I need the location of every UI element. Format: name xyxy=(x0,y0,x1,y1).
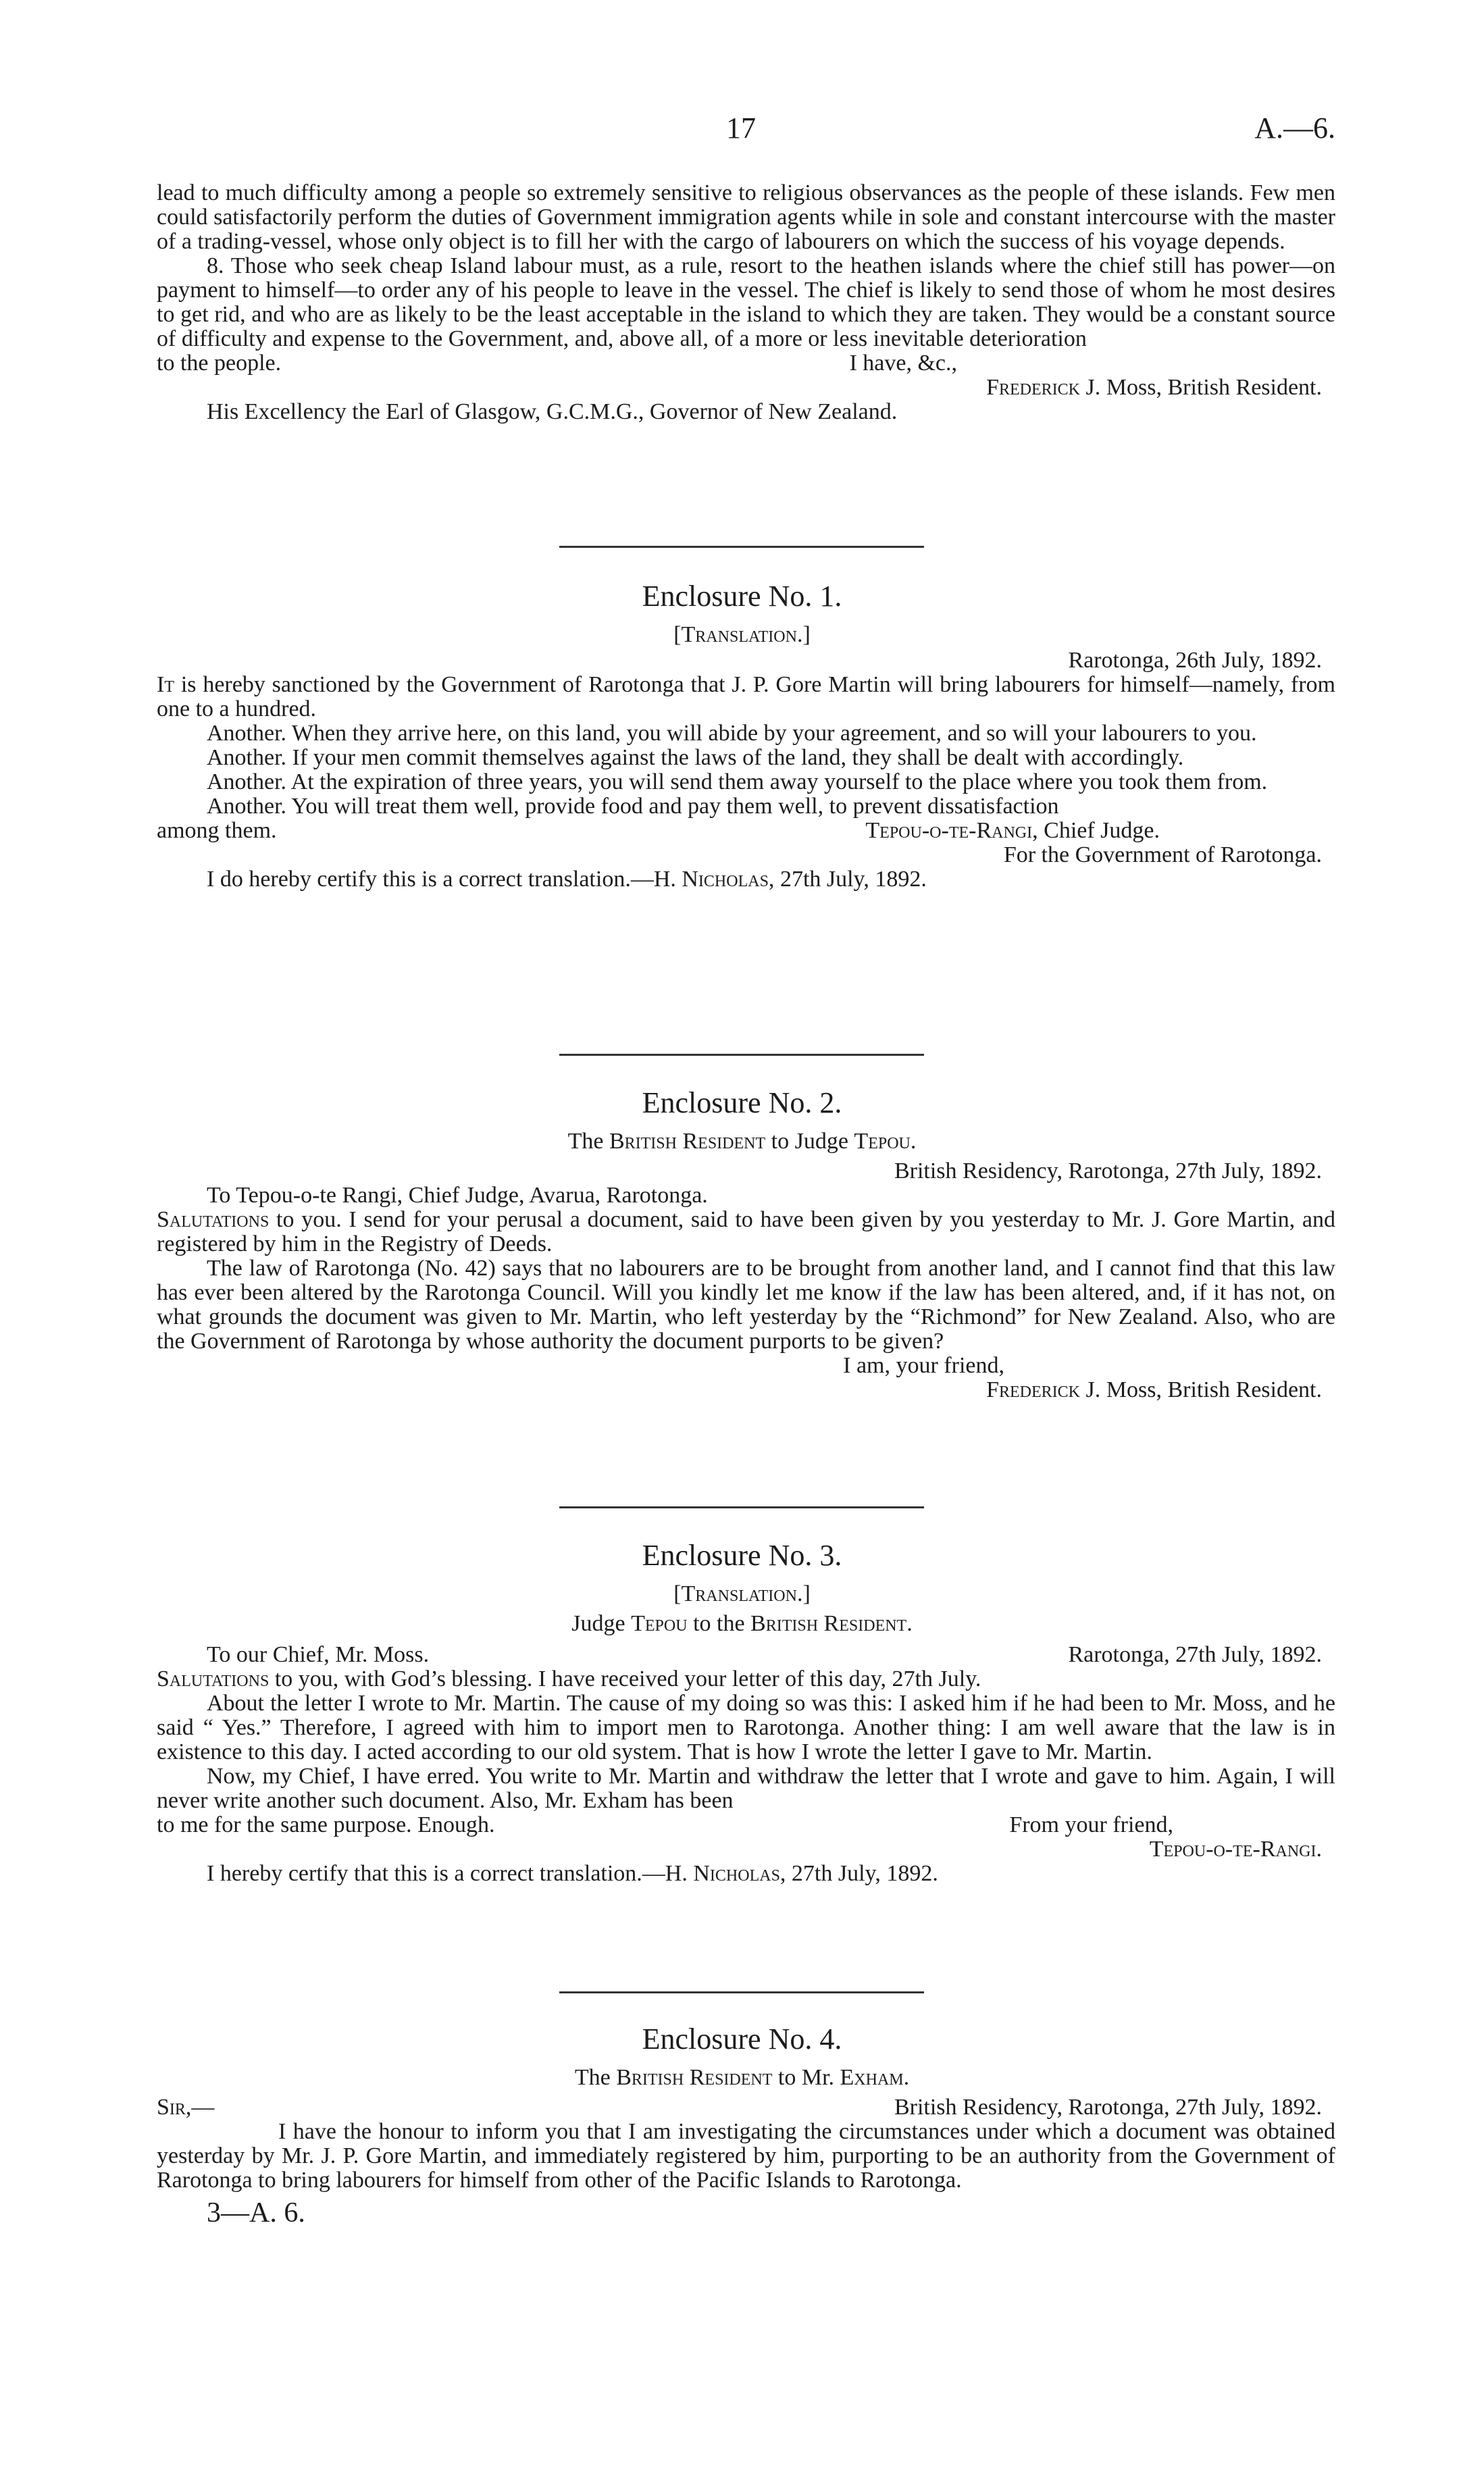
initial-word: It xyxy=(157,672,174,697)
certify-date: 27th July, 1892. xyxy=(791,1861,938,1886)
salutation: Salutations xyxy=(157,1207,270,1232)
signature-first-name: Frederick xyxy=(986,1377,1081,1402)
enclosure-1-signer-org: For the Government of Rarotonga. xyxy=(1003,842,1322,867)
enclosure-4-heading-line xyxy=(157,2095,1335,2120)
enclosure-3-paragraph-1 xyxy=(157,1667,1335,1691)
enclosure-1-title: Enclosure No. 1. xyxy=(642,580,842,613)
section-divider xyxy=(559,1054,924,1056)
enclosure-4-subtitle xyxy=(0,2066,1484,2090)
subtitle-connector: to Judge xyxy=(771,1129,848,1154)
enclosure-1-signer xyxy=(865,819,1160,843)
certify-name: Nicholas, xyxy=(682,867,775,892)
enclosure-1-signoff xyxy=(157,819,1335,843)
enclosure-1-paragraph-2: Another. When they arrive here, on this land, you will abide by your agreement, and so will your labourers to you. xyxy=(207,721,1257,746)
enclosure-2-title: Enclosure No. 2. xyxy=(642,1086,842,1119)
enclosure-3-dateline: Rarotonga, 27th July, 1892. xyxy=(1068,1642,1322,1667)
subtitle-judge: Judge xyxy=(571,1611,625,1636)
enclosure-2-body xyxy=(157,1159,1335,1402)
enclosure-1-last-line: among them. xyxy=(157,818,277,843)
document-reference: A.—6. xyxy=(1254,111,1335,145)
certify-name: Nicholas, xyxy=(693,1861,786,1886)
enclosure-1-paragraph-4: Another. At the expiration of three years, you will send them away yourself to the place where you took them from. xyxy=(207,769,1268,794)
section-divider xyxy=(559,546,924,548)
subtitle-to: Exham. xyxy=(840,2065,910,2090)
subtitle-to: British Resident. xyxy=(750,1611,913,1636)
enclosure-3-address-line xyxy=(157,1643,1335,1667)
enclosure-3-closing: From your friend, xyxy=(1009,1812,1173,1837)
section-divider xyxy=(559,1991,924,1993)
enclosure-4-body xyxy=(157,2095,1335,2229)
signature-rest: J. Moss, British Resident. xyxy=(1085,375,1322,400)
enclosure-1-note: [Translation.] xyxy=(673,622,811,647)
enclosure-3-signer: Tepou-o-te-Rangi. xyxy=(1149,1837,1322,1862)
certify-date: 27th July, 1892. xyxy=(779,867,927,892)
certify-text: I hereby certify that this is a correct translation.—H. xyxy=(207,1861,688,1886)
intro-paragraph-2: 8. Those who seek cheap Island labour must, as a rule, resort to the heathen islands where the chief still has power—on payment to himself—to order any of his people to leave in the vessel. The chief is likely to send those of whom he most desires to get rid, and who are as likely to be the least acceptable in the island to which they are taken. They would be a constant source of difficulty and expense to the Government, and, above all, of a more or less inevitable deterioration xyxy=(157,253,1335,351)
enclosure-3-paragraph-3: Now, my Chief, I have erred. You write to Mr. Martin and withdraw the letter that I wrote and gave to him. Again, I will never write another such document. Also, Mr. Exham has been xyxy=(157,1764,1335,1813)
subtitle-article: The xyxy=(574,2065,611,2090)
enclosure-3-note: [Translation.] xyxy=(673,1581,811,1606)
page-number: 17 xyxy=(726,111,756,145)
enclosure-1-paragraph-5: Another. You will treat them well, provide food and pay them well, to prevent dissatisfaction xyxy=(207,794,1059,819)
enclosure-4-paragraph-1: I have the honour to inform you that I am investigating the circumstances under which a document was obtained yesterday by Mr. J. P. Gore Martin, and immediately registered by him, purporting to be an authority from the Government of Rarotonga to bring labourers for himself from other of the Pacific Islands to Rarotonga. xyxy=(157,2119,1335,2193)
subtitle-from: British Resident xyxy=(616,2065,773,2090)
enclosure-2-paragraph-1 xyxy=(157,1208,1335,1256)
letter-continuation xyxy=(157,181,1335,424)
enclosure-1-paragraph-1 xyxy=(157,673,1335,721)
enclosure-4-salutation: Sir,— xyxy=(157,2095,215,2120)
enclosure-3-certification xyxy=(157,1862,1335,1886)
enclosure-3-title: Enclosure No. 3. xyxy=(642,1539,842,1572)
intro-closing: I have, &c., xyxy=(849,351,957,376)
closing-line xyxy=(157,351,1335,376)
enclosure-3-last-line: to me for the same purpose. Enough. xyxy=(157,1812,495,1837)
subtitle-from: British Resident xyxy=(609,1129,766,1154)
enclosure-2-paragraph-2: The law of Rarotonga (No. 42) says that no labourers are to be brought from another land, and I cannot find that this law has ever been altered by the Rarotonga Council. Will you kindly let me know if the law has been altered, and, if it has not, on what grounds the document was given to Mr. Martin, who left yesterday by the “Richmond” for New Zealand. Also, who are the Government of Rarotonga by whose authority the document purports to be given? xyxy=(157,1256,1335,1354)
signature-rest: J. Moss, British Resident. xyxy=(1085,1377,1322,1402)
signer-name: Tepou-o-te-Rangi, xyxy=(865,818,1038,843)
enclosure-3-subtitle xyxy=(0,1612,1484,1636)
signer-title: Chief Judge. xyxy=(1044,818,1160,843)
subtitle-article: The xyxy=(567,1129,604,1154)
intro-paragraph-1: lead to much difficulty among a people so extremely sensitive to religious observances as the people of these islands. Few men could satisfactorily perform the duties of Government immigration agents while in sole and constant intercourse with the master of a trading-vessel, whose only object is to fill her with the cargo of labourers on which the success of his voyage depends. xyxy=(157,180,1335,254)
enclosure-3-body xyxy=(157,1643,1335,1886)
enclosure-2-paragraph-1-text: to you. I send for your perusal a document, said to have been given by you yesterday to Mr. J. Gore Martin, and registered by him in the Registry of Deeds. xyxy=(157,1207,1335,1256)
subtitle-connector: to the xyxy=(693,1611,745,1636)
enclosure-2-signature xyxy=(157,1378,1335,1402)
enclosure-2-dateline: British Residency, Rarotonga, 27th July, 1892. xyxy=(894,1158,1322,1183)
enclosure-3-paragraph-1-text: to you, with God’s blessing. I have received your letter of this day, 27th July. xyxy=(269,1666,981,1691)
intro-last-line: to the people. xyxy=(157,351,282,376)
salutation: Salutations xyxy=(157,1666,270,1691)
intro-addressee: His Excellency the Earl of Glasgow, G.C.M.G., Governor of New Zealand. xyxy=(207,399,898,424)
signature-first-name: Frederick xyxy=(986,375,1081,400)
page-header xyxy=(0,111,1484,157)
enclosure-4-title: Enclosure No. 4. xyxy=(642,2022,842,2056)
enclosure-1-dateline: Rarotonga, 26th July, 1892. xyxy=(1068,648,1322,673)
enclosure-1-certification xyxy=(157,867,1335,892)
subtitle-from: Tepou xyxy=(631,1611,688,1636)
enclosure-3-signoff xyxy=(157,1813,1335,1837)
signature-mark: 3—A. 6. xyxy=(207,2197,305,2228)
enclosure-2-closing: I am, your friend, xyxy=(843,1353,1004,1378)
enclosure-4-dateline: British Residency, Rarotonga, 27th July, 1892. xyxy=(894,2095,1322,2120)
enclosure-1-body xyxy=(157,648,1335,892)
section-divider xyxy=(559,1506,924,1508)
enclosure-1-paragraph-1-text: is hereby sanctioned by the Government of Rarotonga that J. P. Gore Martin will bring labourers for himself—namely, from one to a hundred. xyxy=(157,672,1335,721)
enclosure-2-address: To Tepou-o-te Rangi, Chief Judge, Avarua, Rarotonga. xyxy=(207,1183,708,1208)
subtitle-to: Tepou. xyxy=(854,1129,917,1154)
subtitle-connector: to Mr. xyxy=(777,2065,835,2090)
enclosure-3-address: To our Chief, Mr. Moss. xyxy=(207,1642,430,1667)
intro-signature xyxy=(157,376,1335,400)
enclosure-2-subtitle xyxy=(0,1129,1484,1154)
certify-text: I do hereby certify this is a correct translation.—H. xyxy=(207,867,676,892)
enclosure-1-paragraph-3: Another. If your men commit themselves against the laws of the land, they shall be dealt with accordingly. xyxy=(207,745,1184,770)
enclosure-3-paragraph-2: About the letter I wrote to Mr. Martin. The cause of my doing so was this: I asked him if he had been to Mr. Moss, and he said “ Yes.” Therefore, I agreed with him to import men to Rarotonga. Another thing: I am well aware that the law is in existence to this day. I acted according to our old system. That is how I wrote the letter I gave to Mr. Martin. xyxy=(157,1691,1335,1764)
